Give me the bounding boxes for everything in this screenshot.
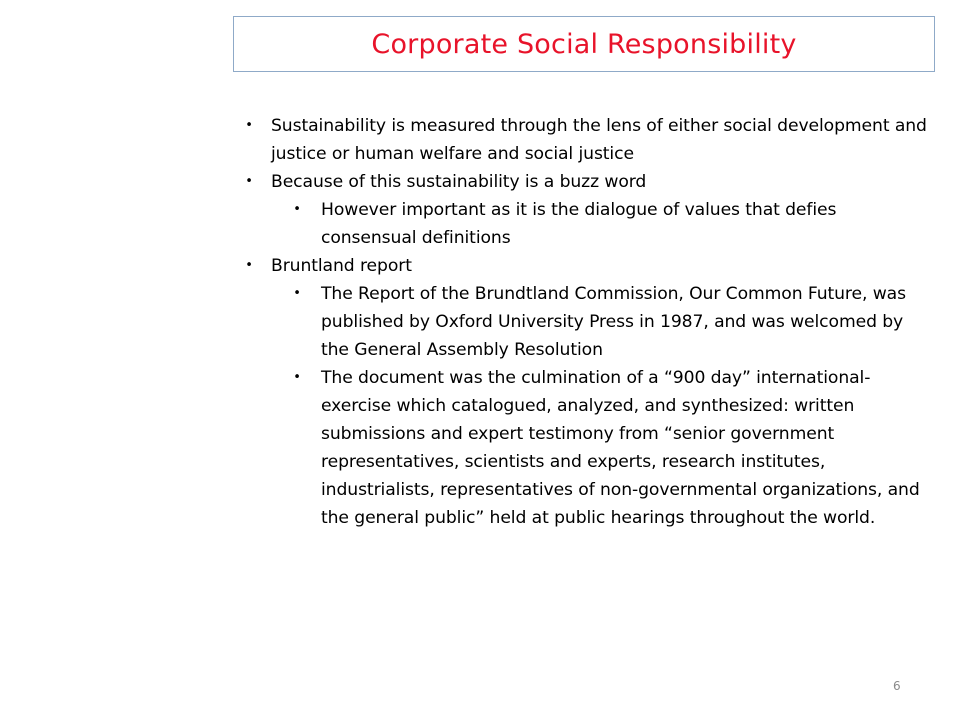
bullet-dot-icon: • bbox=[245, 258, 253, 273]
bullet-dot-icon: • bbox=[245, 118, 253, 133]
sub-bullet-item bbox=[240, 196, 930, 252]
bullet-dot-icon: • bbox=[293, 286, 301, 301]
bullet-item bbox=[240, 252, 930, 280]
bullet-text: Bruntland report bbox=[271, 256, 412, 276]
page-number: 6 bbox=[893, 679, 901, 693]
slide-title: Corporate Social Responsibility bbox=[371, 28, 797, 60]
bullet-text: The document was the culmination of a “900 day” international-exercise which catalogued, analyzed, and synthesized: written submissions and expert testimony from “senior government representatives, scientists and experts, research institutes, industrialists, representatives of non-governmental organizations, and the general public” held at public hearings throughout the world. bbox=[321, 368, 920, 528]
bullet-dot-icon: • bbox=[293, 202, 301, 217]
bullet-text: Because of this sustainability is a buzz word bbox=[271, 172, 647, 192]
bullet-item bbox=[240, 168, 930, 196]
bullet-list bbox=[240, 112, 930, 532]
sub-bullet-item bbox=[240, 280, 930, 364]
bullet-dot-icon: • bbox=[293, 370, 301, 385]
bullet-text: However important as it is the dialogue of values that defies consensual definitions bbox=[321, 200, 837, 248]
sub-bullet-item bbox=[240, 364, 930, 532]
title-box bbox=[233, 16, 935, 72]
bullet-dot-icon: • bbox=[245, 174, 253, 189]
bullet-item bbox=[240, 112, 930, 168]
bullet-text: Sustainability is measured through the lens of either social development and justice or human welfare and social justice bbox=[271, 116, 927, 164]
bullet-text: The Report of the Brundtland Commission, Our Common Future, was published by Oxford University Press in 1987, and was welcomed by the General Assembly Resolution bbox=[321, 284, 906, 360]
